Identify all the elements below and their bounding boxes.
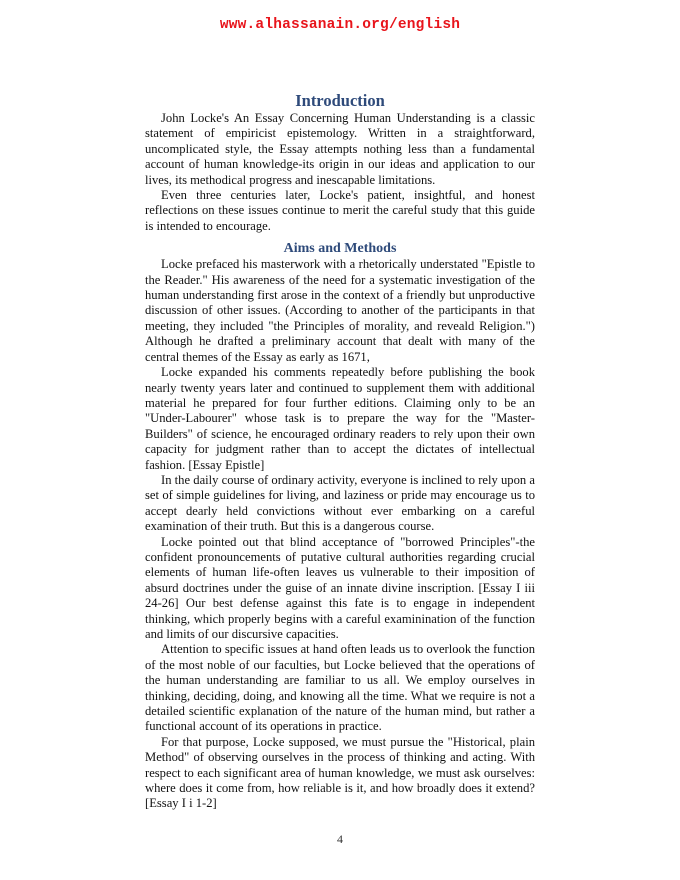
section-introduction [145,91,535,234]
document-body [145,91,535,812]
site-url-header: www.alhassanain.org/english [219,17,461,33]
paragraph: Attention to specific issues at hand often leads us to overlook the function of the most noble of our faculties, but Locke believed that the operations of the human understanding are familiar to us all. We employ ourselves in thinking, deciding, doing, and knowing all the time. What we require is not a detailed scientific explanation of the nature of the human mind, but rather a functional account of its operations in practice. [145,642,535,734]
paragraph: Even three centuries later, Locke's patient, insightful, and honest reflections on these issues continue to merit the careful study that this guide is intended to encourage. [145,188,535,233]
paragraph: Locke pointed out that blind acceptance of "borrowed Principles"-the confident pronouncements of putative cultural authorities regarding crucial elements of human life-often leaves us vulnerable to their imposition of absurd doctrines under the guise of an innate divine inscription. [Essay I iii 24-26] Our best defense against this fate is to engage in independent thinking, which properly begins with a careful examinination of the function and limits of our discursive capacities. [145,534,535,641]
page-number: 4 [337,832,343,846]
section-heading-introduction: Introduction [295,91,385,110]
paragraph: Locke prefaced his masterwork with a rhetorically understated "Epistle to the Reader." His awareness of the need for a systematic investigation of the human understanding first arose in the context of a friendly but unproductive discussion of other issues. (According to another of the participants in that meeting, they included "the Principles of morality, and reveald Religion.") Although he drafted a preliminary account that dealt with many of the central themes of the Essay as early as 1671, [145,257,535,364]
section-heading-aims-and-methods: Aims and Methods [283,241,397,257]
paragraph: Locke expanded his comments repeatedly before publishing the book nearly twenty years later and continued to supplement them with additional material he prepared for four further editions. Claiming only to be an "Under-Labourer" whose task is to prepare the way for the "Master-Builders" of science, he encouraged ordinary readers to rely upon their own capacity for judgment rather than to accept the dictates of intellectual fashion. [Essay Epistle] [145,365,535,472]
paragraph: In the daily course of ordinary activity, everyone is inclined to rely upon a set of simple guidelines for living, and laziness or pride may encourage us to accept dearly held convictions without ever embarking on a careful examination of their truth. But this is a dangerous course. [145,472,535,534]
section-aims-and-methods [145,240,535,812]
paragraph: John Locke's An Essay Concerning Human Understanding is a classic statement of empiricist epistemology. Written in a straightforward, uncomplicated style, the Essay attempts nothing less than a fundamental account of human knowledge-its origin in our ideas and application to our lives, its methodical progress and inescapable limitations. [145,111,535,187]
paragraph: For that purpose, Locke supposed, we must pursue the "Historical, plain Method" of observing ourselves in the process of thinking and acting. With respect to each significant area of human knowledge, we must ask ourselves: where does it come from, how reliable is it, and how broadly does it extend? [Essay I i 1-2] [145,734,535,811]
